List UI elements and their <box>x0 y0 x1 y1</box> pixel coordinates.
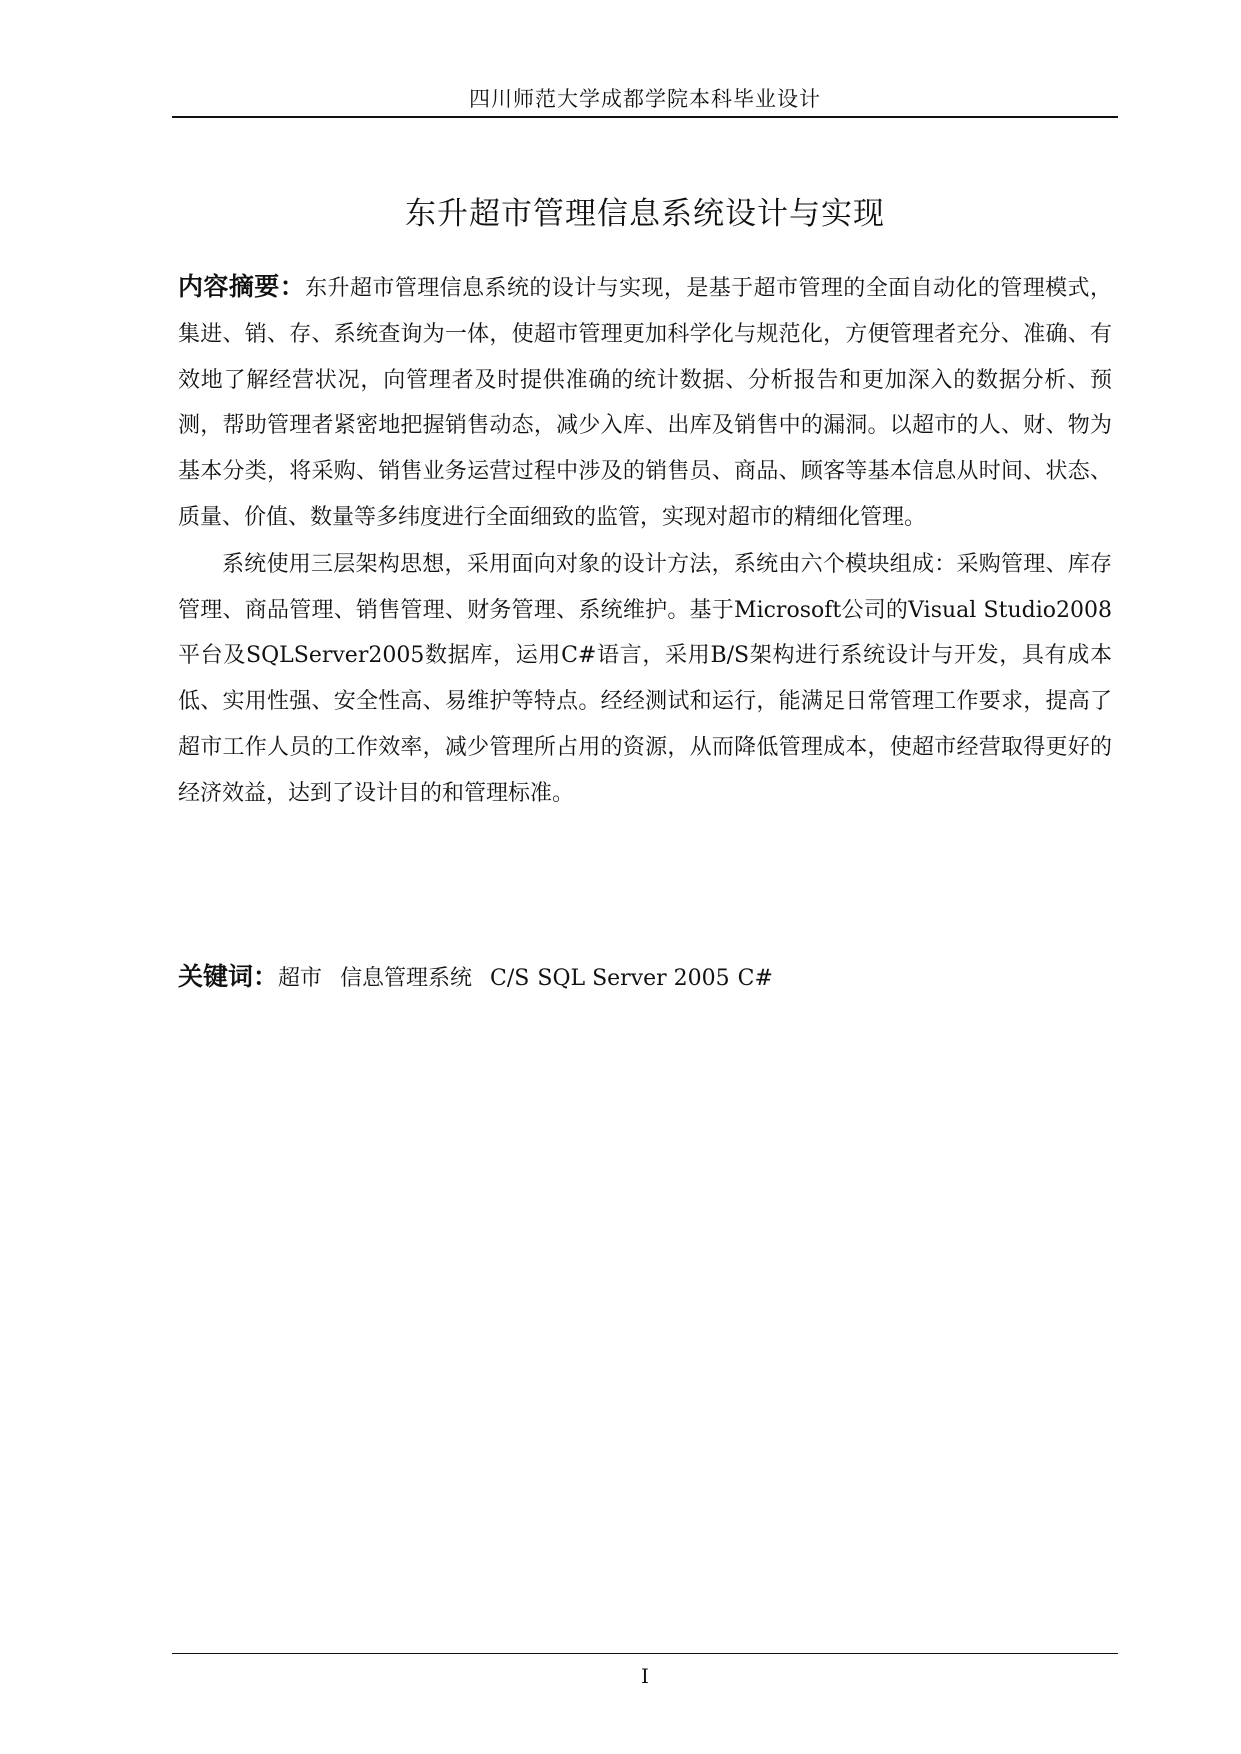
running-header: 四川师范大学成都学院本科毕业设计 <box>469 87 821 111</box>
document-title: 东升超市管理信息系统设计与实现 <box>405 196 885 232</box>
abstract-paragraph-1 <box>178 264 1112 541</box>
abstract-paragraph-1-text: 东升超市管理信息系统的设计与实现，是基于超市管理的全面自动化的管理模式，集进、销、存、系统查询为一体，使超市管理更加科学化与规范化，方便管理者充分、准确、有效地了解经营状况，向管理者及时提供准确的统计数据、分析报告和更加深入的数据分析、预测，帮助管理者紧密地把握销售动态，减少入库、出库及销售中的漏洞。以超市的人、财、物为基本分类，将采购、销售业务运营过程中涉及的销售员、商品、顾客等基本信息从时间、状态、质量、价值、数量等多纬度进行全面细致的监管，实现对超市的精细化管理。 <box>178 276 1112 530</box>
keywords-label: 关键词： <box>178 962 279 991</box>
header-divider <box>172 116 1118 118</box>
abstract-section <box>178 264 1112 817</box>
abstract-label: 内容摘要： <box>178 272 306 301</box>
footer-divider <box>172 1653 1118 1654</box>
keywords-section <box>178 957 1112 999</box>
keyword-item: C# <box>737 966 773 991</box>
keyword-item: C/S <box>490 966 530 991</box>
keyword-item: 超市 <box>278 966 323 991</box>
abstract-paragraph-2: 系统使用三层架构思想，采用面向对象的设计方法，系统由六个模块组成：采购管理、库存管理、商品管理、销售管理、财务管理、系统维护。基于Microsoft公司的Visual Studio2008平台及SQLServer2005数据库，运用C#语言，采用B/S架构进行系统设计与开发，具有成本低、实用性强、安全性高、易维护等特点。经经测试和运行，能满足日常管理工作要求，提高了超市工作人员的工作效率，减少管理所占用的资源，从而降低管理成本，使超市经营取得更好的经济效益，达到了设计目的和管理标准。 <box>178 551 1112 806</box>
keyword-item: SQL Server 2005 <box>537 966 730 991</box>
keyword-item: 信息管理系统 <box>340 966 473 991</box>
page-number: I <box>641 1664 649 1688</box>
